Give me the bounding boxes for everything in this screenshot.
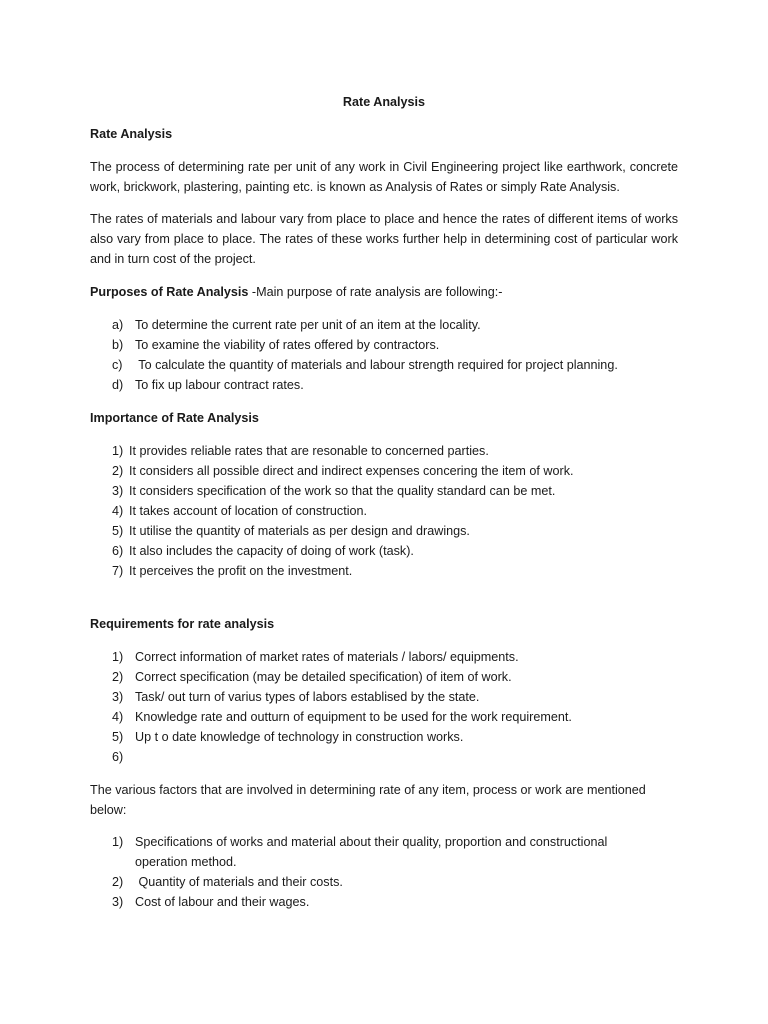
list-item xyxy=(90,315,678,335)
list-marker: 6) xyxy=(112,750,124,764)
list-marker: d) xyxy=(112,378,124,392)
rates-paragraph: The rates of materials and labour vary from place to place and hence the rates of different items of works also vary from place to place. The rates of these works further help in determining cost of particular work and in turn cost of the project. xyxy=(90,212,678,266)
requirements-heading: Requirements for rate analysis xyxy=(90,617,275,631)
list-marker: c) xyxy=(112,358,123,372)
list-marker: b) xyxy=(112,338,124,352)
list-item-text: Correct information of market rates of materials / labors/ equipments. xyxy=(135,650,519,664)
list-item xyxy=(90,441,678,461)
list-item-text: Specifications of works and material about their quality, proportion and constructional operation method. xyxy=(135,835,608,869)
list-item-text: It considers all possible direct and indirect expenses concering the item of work. xyxy=(129,464,574,478)
list-marker: 2) xyxy=(112,670,124,684)
list-item-text: Up t o date knowledge of technology in construction works. xyxy=(135,730,464,744)
list-item-text: To fix up labour contract rates. xyxy=(135,378,304,392)
list-item-text: It considers specification of the work so that the quality standard can be met. xyxy=(129,484,556,498)
list-item xyxy=(90,872,678,892)
list-marker: 3) xyxy=(112,895,124,909)
factors-lead: The various factors that are involved in determining rate of any item, process or work are mentioned below: xyxy=(90,783,646,817)
list-item-text: It utilise the quantity of materials as per design and drawings. xyxy=(129,524,470,538)
list-item xyxy=(90,561,678,581)
list-item xyxy=(90,541,678,561)
page-title: Rate Analysis xyxy=(342,95,426,109)
factors-list xyxy=(90,832,678,912)
list-item xyxy=(90,667,678,687)
list-item xyxy=(90,461,678,481)
list-marker: 1) xyxy=(112,650,124,664)
purposes-heading: Purposes of Rate Analysis xyxy=(90,285,249,299)
list-item xyxy=(90,355,678,375)
intro-paragraph: The process of determining rate per unit of any work in Civil Engineering project like earthwork, concrete work, brickwork, plastering, painting etc. is known as Analysis of Rates or simply Rate Analysis. xyxy=(90,160,678,194)
list-item xyxy=(90,892,678,912)
list-item xyxy=(90,687,678,707)
purposes-line xyxy=(90,282,678,302)
list-marker: 6) xyxy=(112,544,124,558)
list-item xyxy=(90,521,678,541)
list-item-text: It also includes the capacity of doing of work (task). xyxy=(129,544,414,558)
list-item-text: To examine the viability of rates offered by contractors. xyxy=(135,338,440,352)
list-marker: 5) xyxy=(112,730,124,744)
list-marker: 1) xyxy=(112,835,124,849)
list-marker: 4) xyxy=(112,504,124,518)
list-item xyxy=(90,481,678,501)
purposes-lead: -Main purpose of rate analysis are following:- xyxy=(248,285,503,299)
list-item-text: To calculate the quantity of materials and labour strength required for project planning. xyxy=(135,358,618,372)
importance-heading: Importance of Rate Analysis xyxy=(90,411,259,425)
list-marker: a) xyxy=(112,318,124,332)
list-item-text: Knowledge rate and outturn of equipment to be used for the work requirement. xyxy=(135,710,572,724)
list-item xyxy=(90,335,678,355)
list-item-text: It perceives the profit on the investment. xyxy=(129,564,353,578)
list-item xyxy=(90,747,678,767)
list-item-text: To determine the current rate per unit of an item at the locality. xyxy=(135,318,481,332)
list-item xyxy=(90,832,678,872)
list-item-text: Quantity of materials and their costs. xyxy=(135,875,343,889)
list-item-text: Cost of labour and their wages. xyxy=(135,895,310,909)
list-item-text: Task/ out turn of varius types of labors establised by the state. xyxy=(135,690,480,704)
list-item-text: Correct specification (may be detailed specification) of item of work. xyxy=(135,670,512,684)
list-item xyxy=(90,707,678,727)
list-item-text: It takes account of location of construction. xyxy=(129,504,368,518)
list-item xyxy=(90,727,678,747)
importance-list xyxy=(90,441,678,581)
purposes-list xyxy=(90,315,678,395)
list-item xyxy=(90,501,678,521)
list-marker: 3) xyxy=(112,690,124,704)
list-marker: 5) xyxy=(112,524,124,538)
list-item-text: It provides reliable rates that are resonable to concerned parties. xyxy=(129,444,489,458)
list-marker: 3) xyxy=(112,484,124,498)
requirements-list xyxy=(90,647,678,767)
list-marker: 2) xyxy=(112,875,124,889)
list-item xyxy=(90,375,678,395)
section-heading: Rate Analysis xyxy=(90,127,173,141)
list-item xyxy=(90,647,678,667)
list-marker: 2) xyxy=(112,464,124,478)
list-marker: 4) xyxy=(112,710,124,724)
list-marker: 1) xyxy=(112,444,124,458)
list-marker: 7) xyxy=(112,564,124,578)
